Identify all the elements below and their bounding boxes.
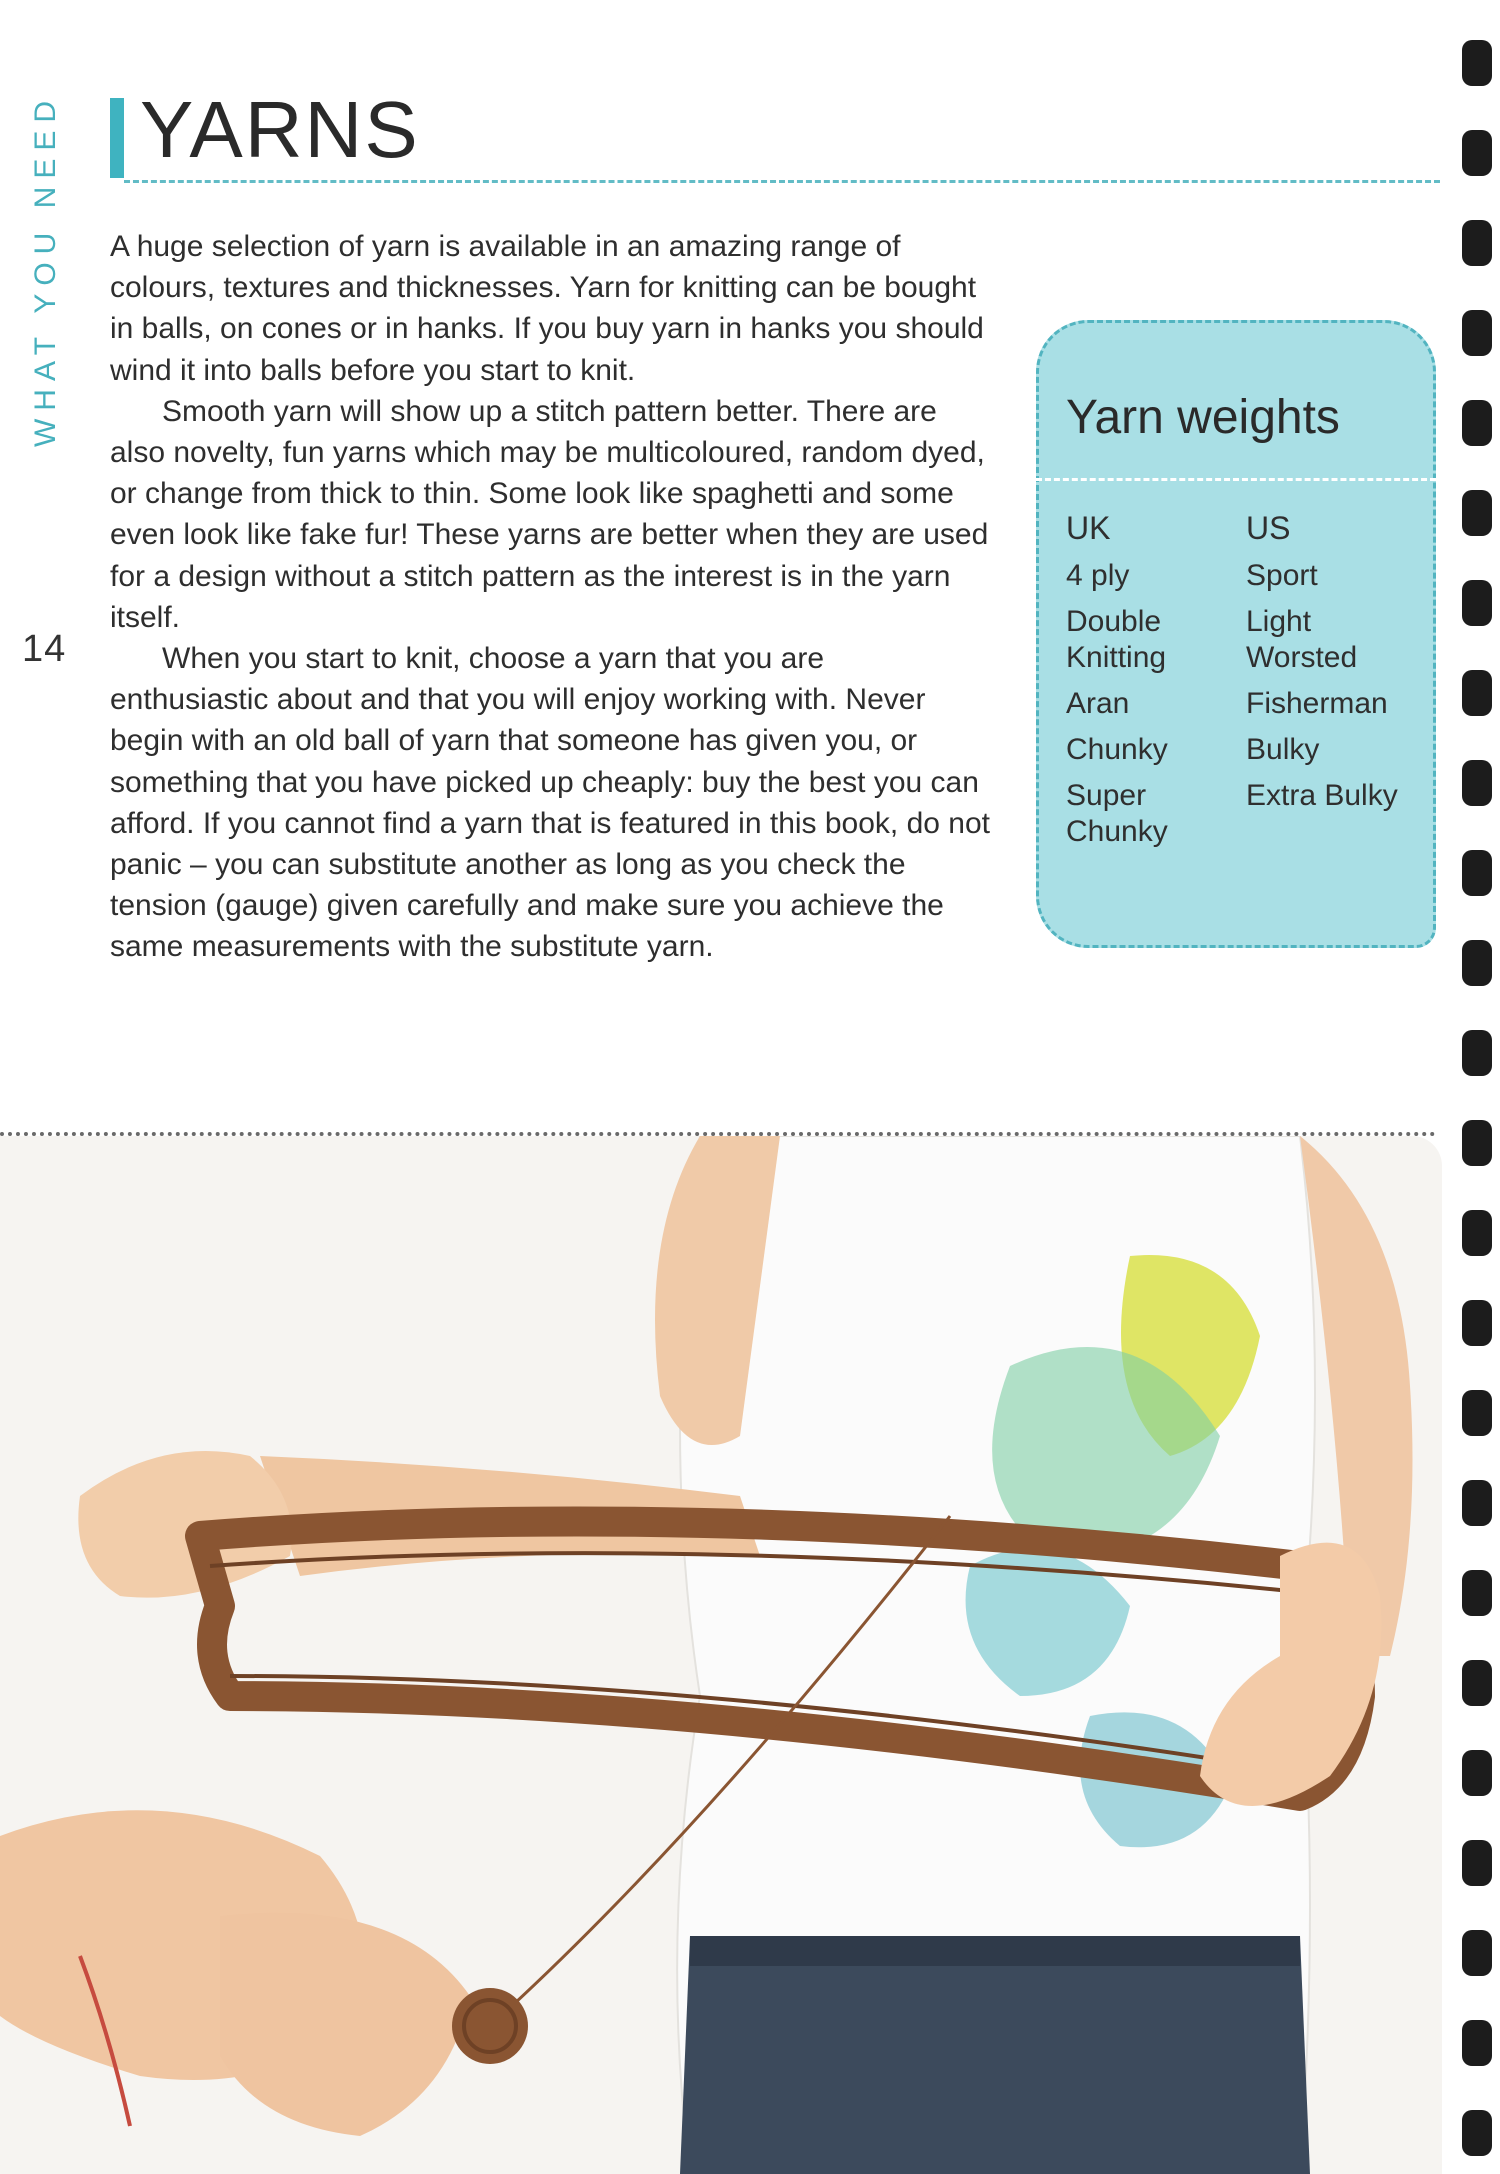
page-number: 14: [22, 628, 67, 670]
uk-weight: 4 ply: [1066, 559, 1130, 592]
header-us: US: [1246, 510, 1291, 546]
uk-weight: Chunky: [1066, 733, 1168, 766]
us-weight: Sport: [1246, 559, 1318, 592]
yarn-weights-header-row: [1066, 510, 1426, 546]
section-side-label-text: WHAT YOU NEED: [29, 92, 62, 448]
page-title: YARNS: [140, 85, 420, 174]
us-weight: Light Worsted: [1246, 605, 1358, 674]
us-weight: Extra Bulky: [1246, 779, 1398, 812]
yarn-weights-row: [1066, 558, 1426, 594]
yarn-weights-title: Yarn weights: [1066, 391, 1340, 444]
title-accent-bar: [110, 98, 124, 178]
paragraph: Smooth yarn will show up a stitch pattern better. There are also novelty, fun yarns which may be multicoloured, random dyed, or change from thick to thin. Some look like spaghetti and some even look like fake fur! These yarns are better when they are used for a design without a stitch pattern as the interest is in the yarn itself.: [110, 394, 989, 634]
spiral-binding: [1442, 0, 1500, 2174]
paragraph: When you start to knit, choose a yarn that you are enthusiastic about and that you will enjoy working with. Never begin with an old ball of yarn that someone has given you, or something that you have picked up cheaply: buy the best you can afford. If you cannot find a yarn that is featured in this book, do not panic – you can substitute another as long as you check the tension (gauge) given carefully and make sure you achieve the same measurements with the substitute yarn.: [110, 642, 991, 964]
us-weight: Bulky: [1246, 733, 1320, 766]
uk-weight: Double Knitting: [1066, 605, 1167, 674]
yarn-weights-row: [1066, 686, 1426, 722]
yarn-weights-divider: [1036, 478, 1436, 481]
yarn-weights-row: [1066, 732, 1426, 768]
title-divider: [124, 180, 1440, 183]
spiral-binding-rings: [1462, 40, 1492, 2156]
yarn-weights-row: [1066, 604, 1426, 676]
yarn-weights-table: [1066, 510, 1426, 860]
yarn-weights-box: [1036, 320, 1436, 948]
section-side-label: [26, 80, 66, 460]
header-uk: UK: [1066, 510, 1111, 546]
paragraph: A huge selection of yarn is available in an amazing range of colours, textures and thicknesses. Yarn for knitting can be bought in balls, on cones or in hanks. If you buy yarn in hanks you should wind it into balls before you start to knit.: [110, 230, 984, 387]
uk-weight: Super Chunky: [1066, 779, 1168, 848]
yarn-hank-illustration: [0, 1136, 1442, 2174]
us-weight: Fisherman: [1246, 687, 1388, 720]
yarn-weights-row: [1066, 778, 1426, 850]
body-text: [110, 226, 990, 968]
yarn-hank-photo: [0, 1136, 1442, 2174]
uk-weight: Aran: [1066, 687, 1130, 720]
